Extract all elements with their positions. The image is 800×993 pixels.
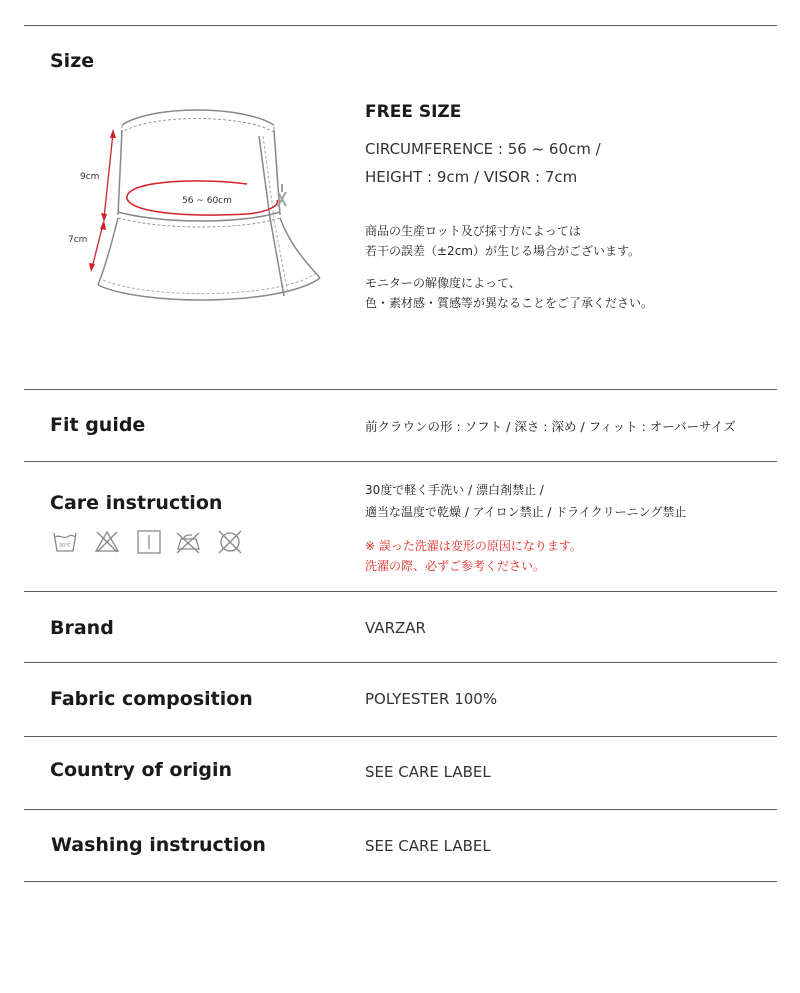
size-note-line-1: 商品の生産ロット及び採寸方によっては (365, 224, 581, 238)
divider (24, 389, 777, 390)
care-warning-line-1: ※ 誤った洗濯は変形の原因になります。 (365, 539, 582, 553)
washing-instruction-label: Washing instruction (51, 834, 266, 856)
circumference-measure-label: 56 ~ 60cm (182, 196, 232, 206)
washing-instruction-value: SEE CARE LABEL (365, 837, 491, 855)
fit-guide-value: 前クラウンの形 : ソフト / 深さ : 深め / フィット : オーバーサイズ (365, 419, 736, 434)
height-measure-label: 9cm (80, 172, 100, 182)
monitor-note-line-1: モニターの解像度によって、 (365, 276, 521, 290)
visor-measure-label: 7cm (68, 235, 88, 245)
no-iron-icon (174, 529, 202, 555)
divider (24, 591, 777, 592)
monitor-note-line-2: 色・素材感・質感等が異なることをご了承ください。 (365, 296, 654, 310)
fabric-composition-label: Fabric composition (50, 688, 253, 710)
no-dry-clean-icon (217, 529, 243, 555)
brand-label: Brand (50, 617, 114, 639)
brand-value: VARZAR (365, 619, 426, 637)
care-text-line-1: 30度で軽く手洗い / 漂白剤禁止 / (365, 483, 544, 497)
svg-text:30℃: 30℃ (59, 543, 71, 549)
size-heading: Size (50, 50, 95, 72)
hand-wash-30-icon (52, 529, 78, 555)
country-of-origin-value: SEE CARE LABEL (365, 763, 491, 781)
divider (24, 736, 777, 737)
divider (24, 809, 777, 810)
care-warning-line-2: 洗濯の際、必ずご参考ください。 (365, 559, 546, 573)
divider (24, 662, 777, 663)
divider-top (24, 25, 777, 26)
no-bleach-icon (94, 529, 120, 555)
height-visor-text: HEIGHT : 9cm / VISOR : 7cm (365, 168, 578, 186)
divider-bottom (24, 881, 777, 882)
hat-size-diagram (62, 100, 332, 310)
free-size-title: FREE SIZE (365, 102, 462, 122)
care-symbols (52, 529, 252, 555)
dry-icon (136, 529, 162, 555)
fabric-composition-value: POLYESTER 100% (365, 690, 498, 708)
care-instruction-label: Care instruction (50, 492, 223, 514)
country-of-origin-label: Country of origin (50, 759, 233, 781)
fit-guide-label: Fit guide (50, 414, 146, 436)
divider (24, 461, 777, 462)
size-note-line-2: 若干の誤差（±2cm）が生じる場合がございます。 (365, 244, 641, 258)
care-text-line-2: 適当な温度で乾燥 / アイロン禁止 / ドライクリーニング禁止 (365, 505, 687, 519)
circumference-text: CIRCUMFERENCE : 56 ~ 60cm / (365, 140, 601, 158)
